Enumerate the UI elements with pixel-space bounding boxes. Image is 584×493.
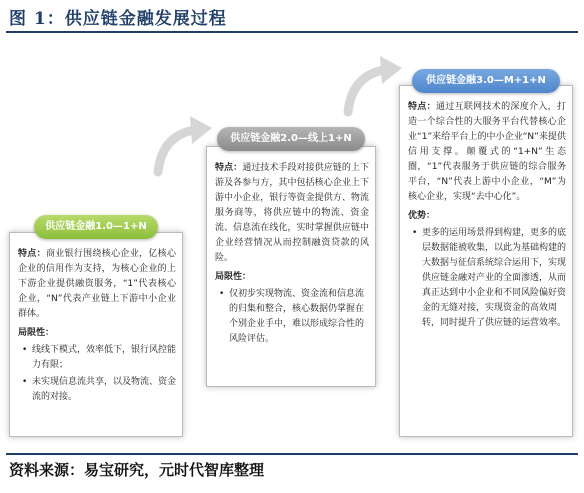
source-note: 资料来源：易宝研究，元时代智库整理 xyxy=(9,461,265,479)
advantage-label: 优势： xyxy=(408,211,436,221)
stage-3-card xyxy=(399,85,573,437)
limit-label: 局限性： xyxy=(18,328,55,338)
stage-2-label: 供应链金融2.0—线上1+N xyxy=(217,127,365,151)
stage-1-label: 供应链金融1.0—1+N xyxy=(34,215,158,239)
advantage-item: • 更多的运用场景得到构建，更多的底层数据能被收集，以此为基础构建的大数据与征信系统综合运用下，实现供应链金融对产业的全面渗透，从而真正达到中小企业和不同风险偏好资金的无缝对接，实现资金的高效周转，同时提升了供应链的运营效率。 xyxy=(422,226,566,331)
figure-title: 图 1：供应链金融发展过程 xyxy=(9,9,227,29)
stage-3-label: 供应链金融3.0—M+1+N xyxy=(412,69,560,93)
stage-3-feature xyxy=(408,100,566,205)
feature-label: 特点： xyxy=(408,102,436,112)
stage-2-feature xyxy=(215,161,369,266)
limit-label: 局限性： xyxy=(215,272,252,282)
stage-2-card xyxy=(206,146,376,387)
bottom-divider xyxy=(6,453,578,455)
advantage-list xyxy=(408,226,566,331)
feature-label: 特点： xyxy=(215,163,243,173)
feature-text: 通过互联网技术的深度介入，打造一个综合性的大服务平台代替核心企业“1”来给平台上的中小企业“N”来提供信用支撑。颠覆式的“1+N”生态圈，“1”代表服务于供应链的综合服务平台，“N”代表上游中小企业，“M”为核心企业，实现“去中心化”。 xyxy=(408,102,566,202)
feature-text: 商业银行围绕核心企业，亿核心企业的信用作为支持，为核心企业的上下游企业提供融资服务，“1”代表核心企业，“N”代表产业链上下游中小企业群体。 xyxy=(18,249,176,319)
stage-1-card xyxy=(9,232,183,437)
feature-text: 通过技术手段对接供应链的上下游及各参与方，其中包括核心企业上下游中小企业，银行等资金提供方、物流服务商等，将供应链中的物流、资金流、信息流在线化，实时掌握供应链中企业经营情况从而控制融资贷款的风险。 xyxy=(215,163,369,263)
limit-item: • 线线下模式，效率低下，银行风控能力有限； xyxy=(32,343,176,373)
limit-list xyxy=(18,343,176,405)
limit-list xyxy=(215,287,369,347)
top-divider xyxy=(6,31,578,33)
stage-1-feature xyxy=(18,247,176,322)
feature-label: 特点： xyxy=(18,249,46,259)
limit-item: • 未实现信息流共享，以及物流、资金流的对接。 xyxy=(32,375,176,405)
limit-item: • 仅初步实现物流、资金流和信息流的归集和整合，核心数据仍掌握在个别企业手中，难以形成综合性的风险评估。 xyxy=(229,287,369,347)
